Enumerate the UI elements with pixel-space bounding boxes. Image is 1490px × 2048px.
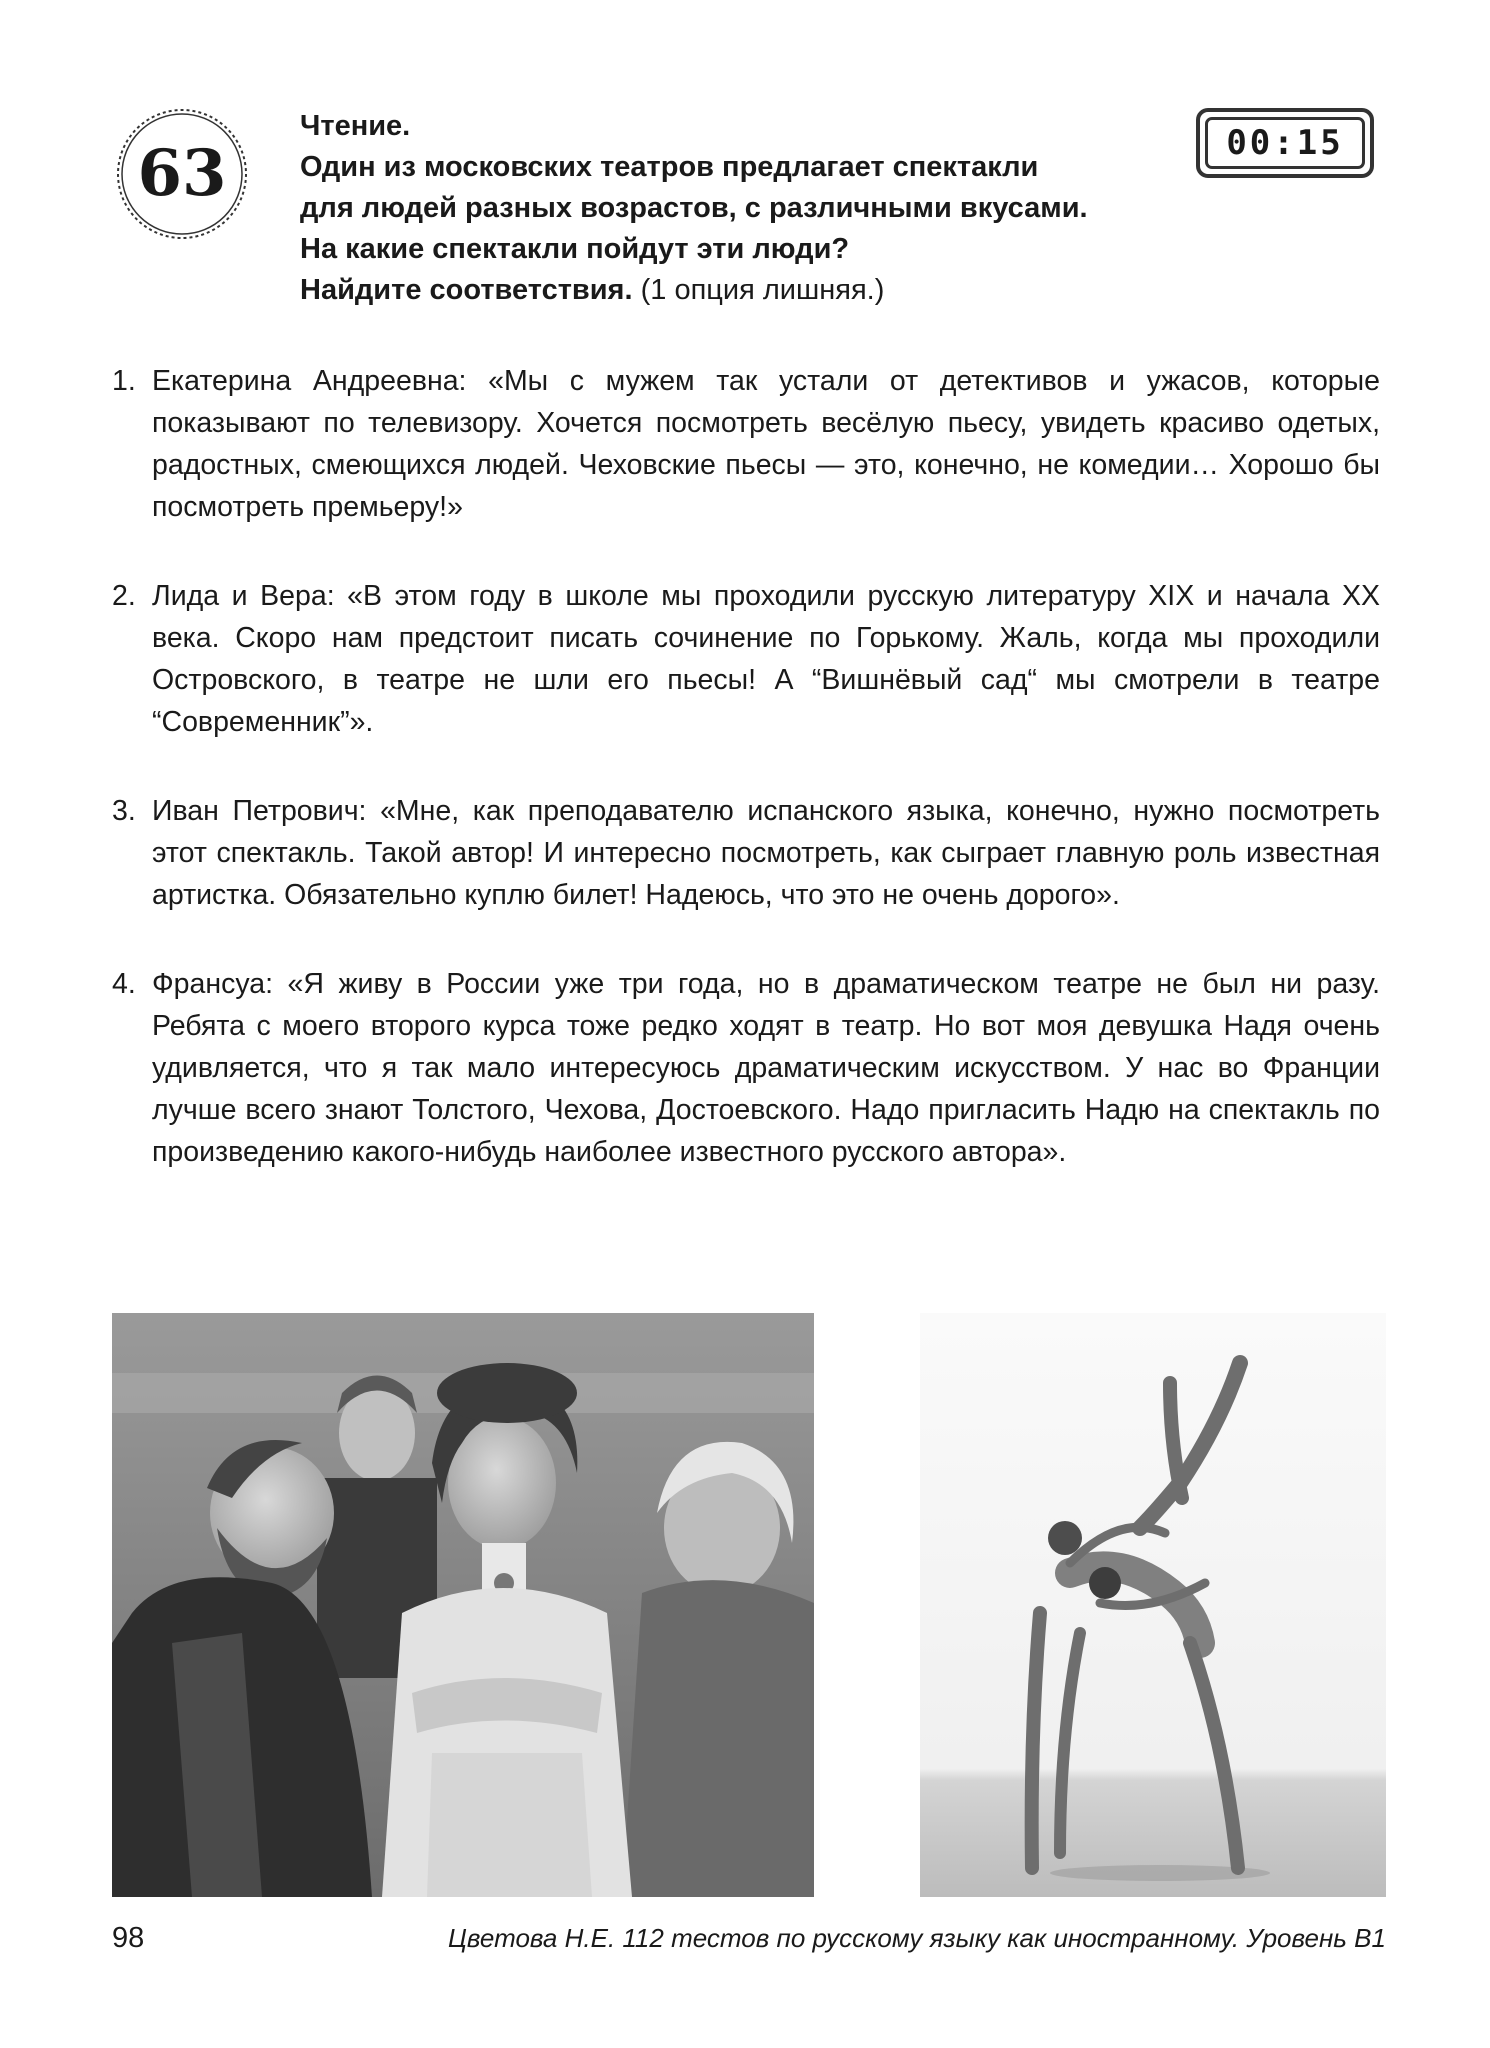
- statement-text: Иван Петрович: «Мне, как преподавателю испанского языка, конечно, нужно посмотреть этот спектакль. Такой автор! И интересно посмотреть, как сыграет главную роль известная артистка. Обязательно куплю билет! Надеюсь, что это не очень дорого».: [152, 795, 1380, 911]
- book-citation: Цветова Н.Е. 112 тестов по русскому языку как иностранному. Уровень В1: [448, 1923, 1386, 1953]
- task-line-2: для людей разных возрастов, с различными вкусами.: [300, 192, 1088, 224]
- theatre-actors-photo: [112, 1313, 814, 1897]
- statement-item: [112, 790, 1380, 916]
- task-header: [300, 106, 1200, 311]
- statement-number: 3.: [112, 795, 136, 827]
- statement-text: Франсуа: «Я живу в России уже три года, но в драматическом театре не был ни разу. Ребята с моего второго курса тоже редко ходят в театр. Но вот моя девушка Надя очень удивляется, что я так мало интересуюсь драматическим искусством. У нас во Франции лучше всего знают Толстого, Чехова, Достоевского. Надо пригласить Надю на спектакль по произведению какого-нибудь наиболее известного русского автора».: [152, 968, 1380, 1168]
- statement-number: 1.: [112, 365, 136, 397]
- statement-number: 4.: [112, 968, 136, 1000]
- statement-item: [112, 963, 1380, 1173]
- statement-item: [112, 575, 1380, 743]
- timer-badge: [1196, 108, 1374, 178]
- task-number-badge: [112, 104, 252, 244]
- task-number: 63: [137, 136, 227, 211]
- task-line-3: На какие спектакли пойдут эти люди?: [300, 233, 850, 265]
- statement-list: [112, 360, 1380, 1220]
- task-instruction: Найдите соответствия.: [300, 274, 633, 306]
- page-number: 98: [112, 1922, 145, 1954]
- statement-text: Екатерина Андреевна: «Мы с мужем так устали от детективов и ужасов, которые показывают по телевизору. Хочется посмотреть весёлую пьесу, увидеть красиво одетых, радостных, смеющихся людей. Чеховские пьесы — это, конечно, не комедии… Хорошо бы посмотреть премьеру!»: [152, 365, 1380, 523]
- statement-number: 2.: [112, 580, 136, 612]
- task-line-1: Один из московских театров предлагает спектакли: [300, 151, 1039, 183]
- statement-text: Лида и Вера: «В этом году в школе мы проходили русскую литературу XIX и начала XX века. Скоро нам предстоит писать сочинение по Горькому. Жаль, когда мы проходили Островского, в театре не шли его пьесы! А “Вишнёвый сад“ мы смотрели в театре “Современник”».: [152, 580, 1380, 738]
- task-title: Чтение.: [300, 110, 411, 142]
- task-instruction-note: (1 опция лишняя.): [640, 274, 885, 306]
- ballet-dancers-photo: [920, 1313, 1386, 1897]
- timer-value: 00:15: [1226, 123, 1344, 163]
- statement-item: [112, 360, 1380, 528]
- task-instruction-line: [300, 270, 1200, 311]
